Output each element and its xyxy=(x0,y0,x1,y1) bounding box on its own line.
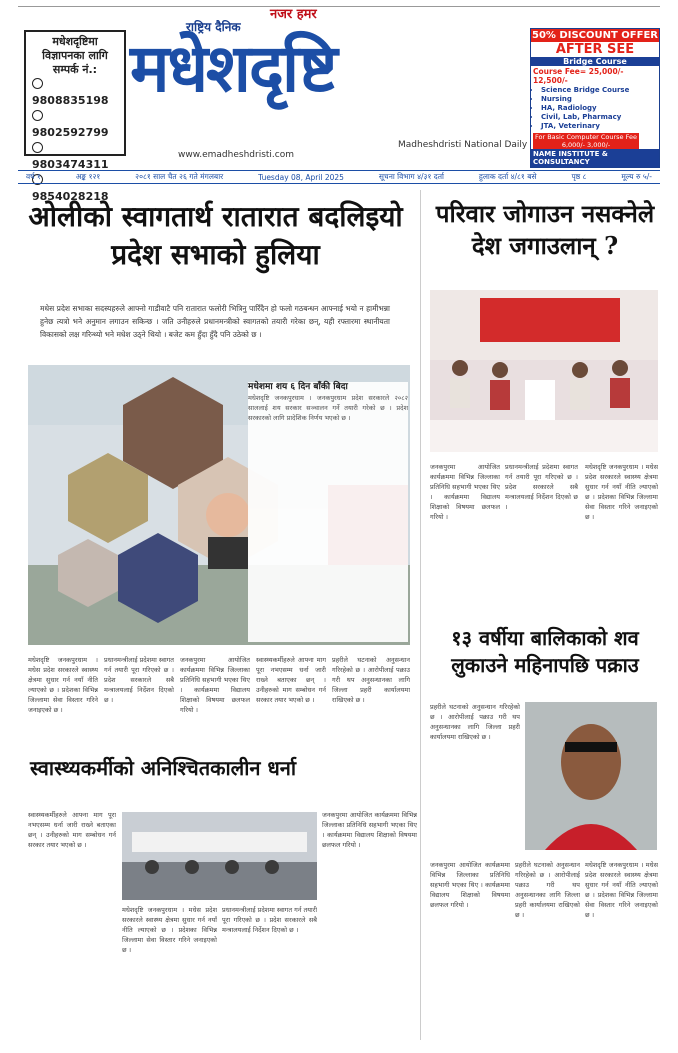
discount-header: 50% DISCOUNT OFFER xyxy=(532,30,658,41)
protest-image xyxy=(122,812,317,900)
girl-col-1: प्रहरीले घटनाको अनुसन्धान गरिरहेको छ । आरोपीलाई पक्राउ गरी थप अनुसन्धानका लागि जिल्ला प्रहरी कार्यालयमा राखिएको छ । xyxy=(430,703,520,741)
dateline-bar xyxy=(18,170,660,184)
phone-2: 9802592799 xyxy=(32,109,118,141)
ad-title-2: विज्ञापनका लागि xyxy=(42,49,108,62)
health-col-4: जनकपुरमा आयोजित कार्यक्रममा विभिन्न जिल्लाका प्रतिनिधि सहभागी भएका थिए । कार्यक्रममा विद्यालय शिक्षाको विषयमा छलफल गरियो । xyxy=(322,811,417,849)
girl-col-4: मधेशदृष्टि जनकपुरधाम । मधेस प्रदेश सरकारले स्वास्थ्य क्षेत्रमा सुधार गर्न नयाँ नीति ल्याएको छ । प्रदेशका विभिन्न जिल्लामा सेवा विस्तार गरिने जनाइएको छ । xyxy=(585,861,658,919)
phone-1: 9808835198 xyxy=(32,77,118,109)
right-headline[interactable]: परिवार जोगाउन नसक्नेले देश जगाउलान् ? xyxy=(435,199,655,261)
bridge-course-ad xyxy=(530,28,660,168)
sidebar-text: मधेशदृष्टि जनकपुरधाम । जनकपुरधाम प्रदेश सरकारले २०८२ साललाई शय सरकार सञ्चालन गर्ने तयारी गरेको छ । प्रदेश सरकारको लागि प्रादेशिक निर्णय भएको छ । xyxy=(248,394,408,422)
phone-4: 9854028218 xyxy=(32,173,118,205)
suspect-image xyxy=(525,702,657,850)
bridge-course: Bridge Course xyxy=(531,57,659,66)
lead-col-4: स्वास्थ्यकर्मीहरुले आफ्ना माग पूरा नभएसम्म धर्ना जारी राख्ने बताएका छन् । उनीहरुको माग सम्बोधन गर्न सरकार तयार भएको छ । xyxy=(256,656,326,704)
lead-headline[interactable]: ओलीको स्वागतार्थ रातारात बदलिइयो प्रदेश सभाको हुलिया xyxy=(28,200,403,271)
lead-col-2: प्रधानमन्त्रीलाई प्रदेशमा स्वागत गर्न तयारी पूरा गरिएको छ । प्रदेश सरकारले सबै मन्त्रालयलाई निर्देशन दिएको छ । xyxy=(104,656,174,704)
sidebar-title: मधेशमा शय ६ दिन बाँकी बिदा xyxy=(248,382,408,393)
top-rule xyxy=(18,6,660,15)
course-item: • JTA, Veterinary xyxy=(541,122,659,131)
after-see: AFTER SEE xyxy=(531,42,659,57)
health-col-3: प्रधानमन्त्रीलाई प्रदेशमा स्वागत गर्न तयारी पूरा गरिएको छ । प्रदेश सरकारले सबै मन्त्रालयलाई निर्देशन दिएको छ । xyxy=(222,906,317,934)
lead-col-1: मधेशदृष्टि जनकपुरधाम । मधेस प्रदेश सरकारले स्वास्थ्य क्षेत्रमा सुधार गर्न नयाँ नीति ल्याएको छ । प्रदेशका विभिन्न जिल्लामा सेवा विस्तार गरिने जनाइएको छ । xyxy=(28,656,98,714)
basic-computer: For Basic Computer Course Fee 6,000/- 3,000/- xyxy=(534,133,638,149)
year: वर्ष १ xyxy=(26,172,41,181)
postal-reg: हुलाक दर्ता ४/८१ बसे xyxy=(478,172,537,181)
right-col-1: जनकपुरमा आयोजित कार्यक्रममा विभिन्न जिल्लाका प्रतिनिधि सहभागी भएका थिए । कार्यक्रममा विद्यालय शिक्षाको विषयमा छलफल गरियो । xyxy=(430,463,500,521)
right-col-2: प्रधानमन्त्रीलाई प्रदेशमा स्वागत गर्न तयारी पूरा गरिएको छ । प्रदेश सरकारले सबै मन्त्रालयलाई निर्देशन दिएको छ । xyxy=(505,463,578,511)
english-date: Tuesday 08, April 2025 xyxy=(258,172,344,182)
health-headline[interactable]: स्वास्थ्यकर्मीको अनिश्चितकालीन धर्ना xyxy=(30,756,297,780)
phone-3: 9803474311 xyxy=(32,141,118,173)
girl-story-headline[interactable]: १३ वर्षीया बालिकाको शव लुकाउने महिनापछि पक्राउ xyxy=(451,626,639,677)
nepali-date: २०८१ साल चैत २६ गते मंगलबार xyxy=(135,172,224,181)
price: मूल्य रु ५/- xyxy=(621,172,652,181)
newspaper-logo: मधेशदृष्टि xyxy=(130,30,336,107)
registration: सूचना विभाग ४/३१ दर्ता xyxy=(378,172,444,181)
lead-col-3: जनकपुरमा आयोजित कार्यक्रममा विभिन्न जिल्लाका प्रतिनिधि सहभागी भएका थिए । कार्यक्रममा विद्यालय शिक्षाको विषयमा छलफल गरियो । xyxy=(180,656,250,714)
institute-name: NAME INSTITUTE & CONSULTANCY xyxy=(531,149,659,167)
protest-photo xyxy=(122,812,317,900)
issue: अङ्क १२१ xyxy=(75,172,101,181)
website-url[interactable]: www.emadheshdristi.com xyxy=(178,150,294,160)
girl-col-3: प्रहरीले घटनाको अनुसन्धान गरिरहेको छ । आरोपीलाई पक्राउ गरी थप अनुसन्धानका लागि जिल्ला प्रहरी कार्यालयमा राखिएको छ । xyxy=(515,861,580,919)
column-divider xyxy=(420,190,421,1040)
sidebar-box xyxy=(248,382,408,642)
ad-title-3: सम्पर्क नं.: xyxy=(52,63,98,76)
course-item: • Nursing xyxy=(541,95,659,104)
phone-icon xyxy=(32,142,43,153)
tagline: राष्ट्रिय दैनिक xyxy=(186,20,241,34)
right-col-3: मधेशदृष्टि जनकपुरधाम । मधेस प्रदेश सरकारले स्वास्थ्य क्षेत्रमा सुधार गर्न नयाँ नीति ल्याएको छ । प्रदेशका विभिन्न जिल्लामा सेवा विस्तार गरिने जनाइएको छ । xyxy=(585,463,658,521)
lead-summary: मधेस प्रदेश सभाका सदस्यहरुले आफ्नो गाडीवाटै पनि रातारात फलोरी भित्रिनु पारिँदैन हो फलो गठबन्धन आफ्नाई भयो न हामीभन्ना हुनेछ त्यत्रो भने अनुमान लगाउन सकिन्छ । जति उनीहरुले प्रधानमन्त्रीको स्वागतको तयारी गरेका छन्, यही रफ्तारमा स्थानीयता विकासको लक्ष गरिन्थ्यो भने मधेश उठ्ने थियो । बजेट कम हुँदा हुँदै पनि उठेको छ । xyxy=(40,304,390,339)
course-item: • HA, Radiology xyxy=(541,104,659,113)
phone-icon xyxy=(32,110,43,121)
ad-title-1: मधेशदृष्टिमा xyxy=(52,35,98,48)
health-col-2: मधेशदृष्टि जनकपुरधाम । मधेस प्रदेश सरकारले स्वास्थ्य क्षेत्रमा सुधार गर्न नयाँ नीति ल्याएको छ । प्रदेशका विभिन्न जिल्लामा सेवा विस्तार गरिने जनाइएको छ । xyxy=(122,906,217,954)
english-name: Madheshdristi National Daily xyxy=(398,140,528,150)
event-photo xyxy=(430,290,658,452)
lead-col-5: प्रहरीले घटनाको अनुसन्धान गरिरहेको छ । आरोपीलाई पक्राउ गरी थप अनुसन्धानका लागि जिल्ला प्रहरी कार्यालयमा राखिएको छ । xyxy=(332,656,410,704)
girl-col-2: जनकपुरमा आयोजित कार्यक्रममा विभिन्न जिल्लाका प्रतिनिधि सहभागी भएका थिए । कार्यक्रममा विद्यालय शिक्षाको विषयमा छलफल गरियो । xyxy=(430,861,510,909)
course-item: • Science Bridge Course xyxy=(541,86,659,95)
page-count: पृष्ठ ८ xyxy=(571,172,587,181)
course-list xyxy=(531,86,659,131)
health-col-1: स्वास्थ्यकर्मीहरुले आफ्ना माग पूरा नभएसम्म धर्ना जारी राख्ने बताएका छन् । उनीहरुको माग सम्बोधन गर्न सरकार तयार भएको छ । xyxy=(28,811,116,849)
course-item: • Civil, Lab, Pharmacy xyxy=(541,113,659,122)
event-image xyxy=(430,290,658,452)
suspect-photo xyxy=(525,702,657,850)
course-fee: Course Fee= 25,000/- 12,500/- xyxy=(533,67,624,85)
phone-icon xyxy=(32,78,43,89)
nazar-label: नजर हमर xyxy=(270,7,317,22)
